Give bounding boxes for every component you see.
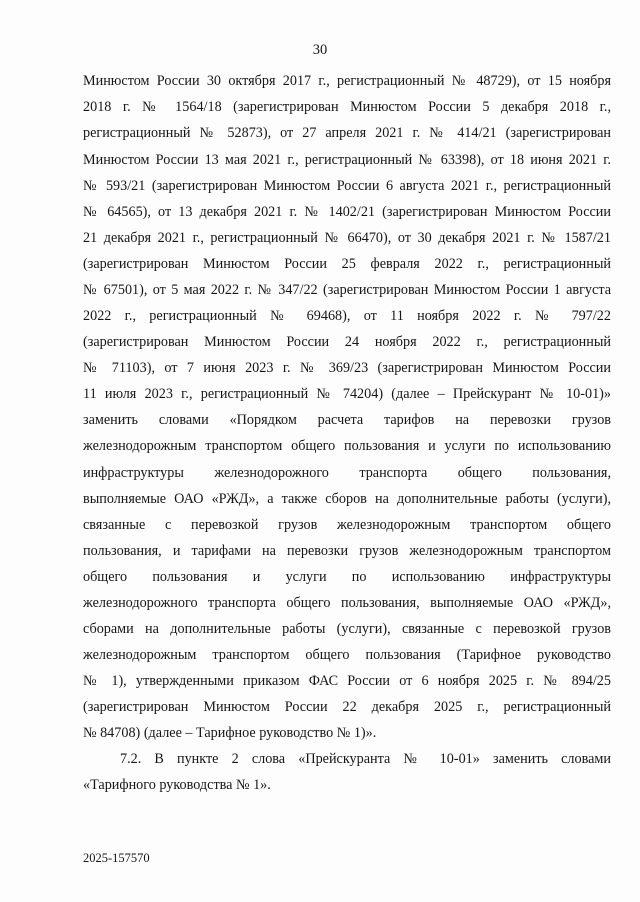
text-line: пользования, и тарифами на перевозки грузов железнодорожным транспортом — [83, 543, 611, 559]
text-line: (зарегистрирован Минюстом России 25 февраля 2022 г., регистрационный — [83, 256, 611, 272]
text-line: № 64565), от 13 декабря 2021 г. № 1402/21 (зарегистрирован Минюстом России — [83, 204, 611, 220]
text-line: Минюстом России 13 мая 2021 г., регистрационный № 63398), от 18 июня 2021 г. — [83, 152, 611, 168]
text-line: 11 июля 2023 г., регистрационный № 74204) (далее – Прейскурант № 10-01)» — [83, 386, 611, 402]
text-line: общего пользования и услуги по использованию инфраструктуры — [83, 569, 611, 585]
text-line: (зарегистрирован Минюстом России 24 ноября 2022 г., регистрационный — [83, 334, 611, 350]
text-line: № 593/21 (зарегистрирован Минюстом России 6 августа 2021 г., регистрационный — [83, 178, 611, 194]
text-line: инфраструктуры железнодорожного транспорта общего пользования, — [83, 465, 611, 481]
text-line: железнодорожного транспорта общего пользования, выполняемые ОАО «РЖД», — [83, 595, 611, 611]
text-line: связанные с перевозкой грузов железнодорожным транспортом общего — [83, 517, 611, 533]
text-line: железнодорожным транспортом общего пользования и услуги по использованию — [83, 438, 611, 454]
text-line: № 71103), от 7 июня 2023 г. № 369/23 (зарегистрирован Минюстом России — [83, 360, 611, 376]
text-line: 2018 г. № 1564/18 (зарегистрирован Минюстом России 5 декабря 2018 г., — [83, 99, 611, 115]
text-line: (зарегистрирован Минюстом России 22 декабря 2025 г., регистрационный — [83, 699, 611, 715]
text-line: выполняемые ОАО «РЖД», а также сборов на дополнительные работы (услуги), — [83, 491, 611, 507]
text-line: регистрационный № 52873), от 27 апреля 2021 г. № 414/21 (зарегистрирован — [83, 125, 611, 141]
text-line: 21 декабря 2021 г., регистрационный № 66470), от 30 декабря 2021 г. № 1587/21 — [83, 230, 611, 246]
text-line: сборами на дополнительные работы (услуги), связанные с перевозкой грузов — [83, 621, 611, 637]
text-line-paragraph-start: 7.2. В пункте 2 слова «Прейскуранта № 10-01» заменить словами — [120, 751, 611, 767]
document-registration-number: 2025-157570 — [83, 851, 150, 865]
text-line: № 1), утвержденными приказом ФАС России от 6 ноября 2025 г. № 894/25 — [83, 673, 611, 689]
text-line: № 67501), от 5 мая 2022 г. № 347/22 (зарегистрирован Минюстом России 1 августа — [83, 282, 611, 298]
text-line: 2022 г., регистрационный № 69468), от 11 ноября 2022 г. № 797/22 — [83, 308, 611, 324]
page-number: 30 — [312, 42, 328, 58]
text-line: № 84708) (далее – Тарифное руководство № 1)». — [83, 725, 377, 741]
text-line: «Тарифного руководства № 1». — [83, 777, 271, 793]
text-line: заменить словами «Порядком расчета тарифов на перевозки грузов — [83, 412, 611, 428]
text-line: железнодорожным транспортом общего пользования (Тарифное руководство — [83, 647, 611, 663]
text-line: Минюстом России 30 октября 2017 г., регистрационный № 48729), от 15 ноября — [83, 73, 611, 89]
